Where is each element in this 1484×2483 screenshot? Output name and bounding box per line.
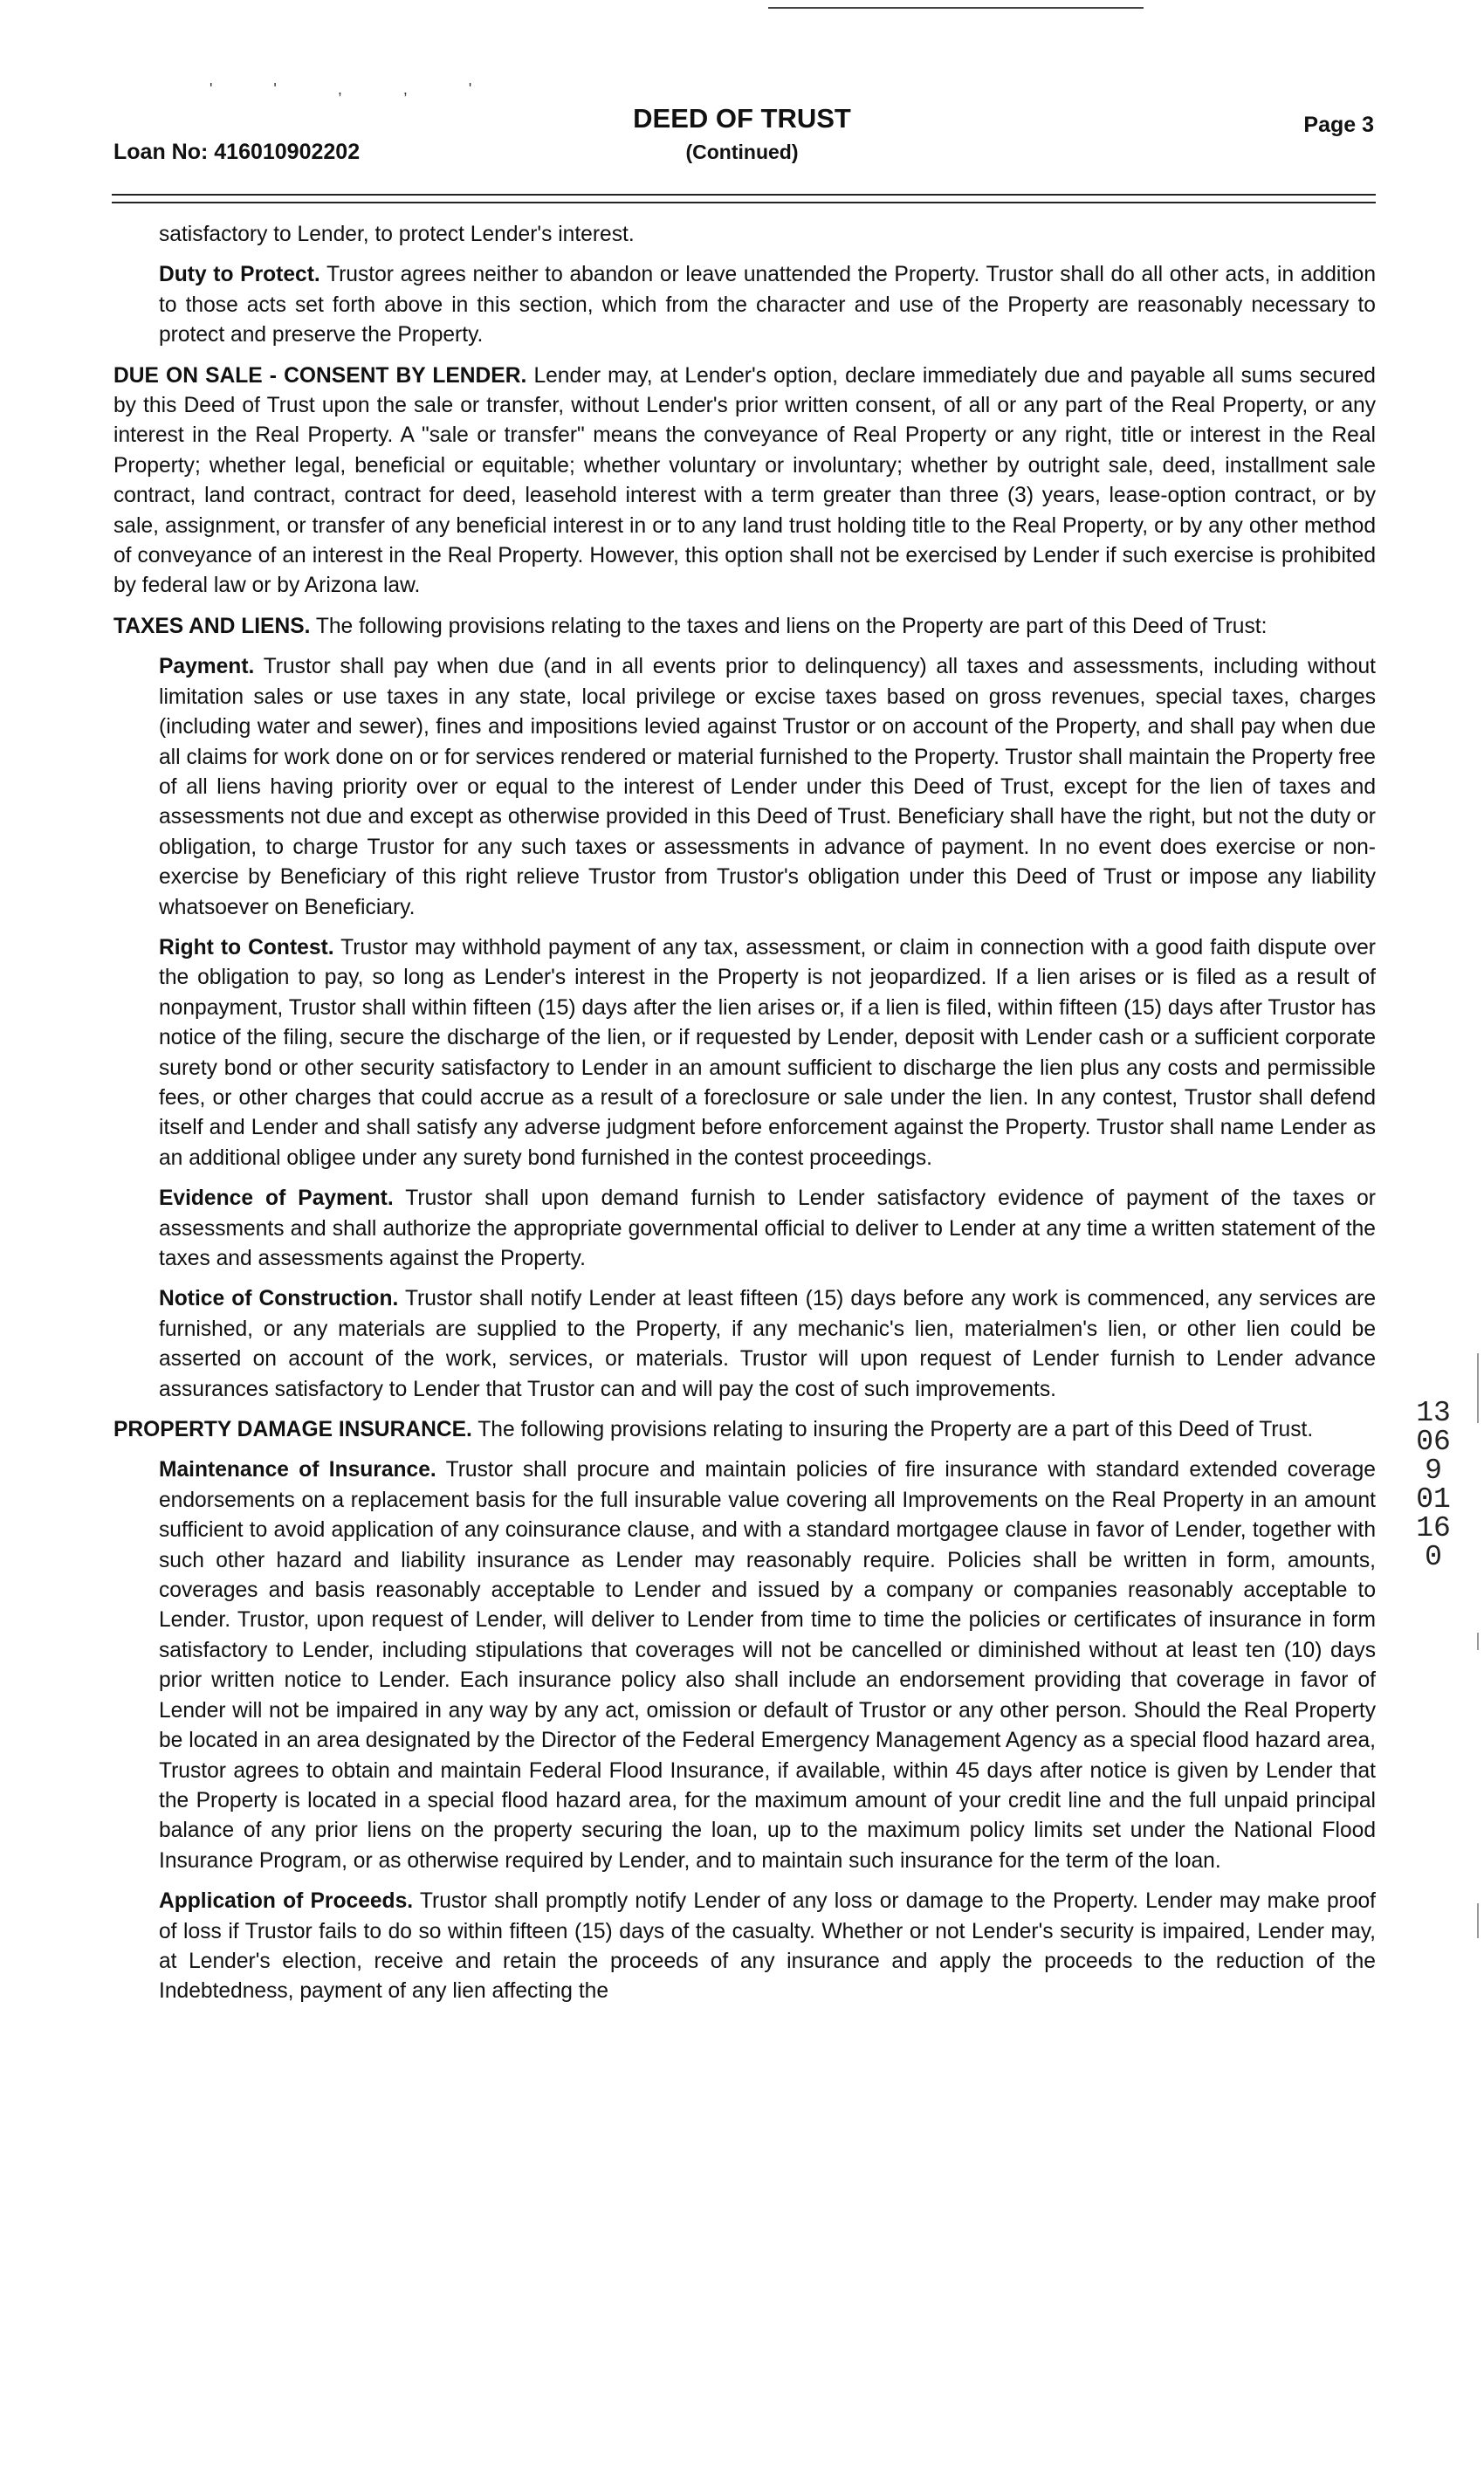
paragraph-notice-of-construction: Notice of Construction. Trustor shall notify Lender at least fifteen (15) days before any work is commenced, any services are furnished, or any materials are supplied to the Property, if any mechanic's lien, materialmen's lien, or other lien could be asserted on account of the work, services, or materials. Trustor will upon request of Lender furnish to Lender advance assurances satisfactory to Lender that Trustor can and will pay the cost of such improvements. — [159, 1287, 1377, 1401]
document-title: DEED OF TRUST — [633, 103, 851, 134]
loan-number: Loan No: 416010902202 — [113, 140, 361, 164]
paragraph-duty-to-protect: Duty to Protect. Trustor agrees neither to abandon or leave unattended the Property. Trustor shall do all other acts, in addition to those acts set forth above in this section, which from the character and use of the Property are reasonably necessary to protect and preserve the Property. — [159, 263, 1376, 347]
section-heading: TAXES AND LIENS. — [113, 614, 311, 638]
scan-edge-mark — [1477, 1633, 1479, 1650]
paragraph-maintenance-of-insurance: Maintenance of Insurance. Trustor shall procure and maintain policies of fire insurance with standard extended coverage endorsements on a replacement basis for the full insurable value covering all Improvements on the Real Property in an amount sufficient to avoid application of any coinsurance clause, and with a standard mortgagee clause in favor of Lender, together with such other hazard and liability insurance as Lender may reasonably require. Policies shall be written in form, amounts, coverages and basis reasonably acceptable to Lender and issued by a company or companies reasonably acceptable to Lender. Trustor, upon request of Lender, will deliver to Lender from time to time the policies or certificates of insurance in form satisfactory to Lender, including stipulations that coverages will not be cancelled or diminished without at least ten (10) days prior written notice to Lender. Each insurance policy also shall include an endorsement providing that coverage in favor of Lender will not be impaired in any way by any act, omission or default of Trustor or any other person. Should the Real Property be located in an area designated by the Director of the Federal Emergency Management Agency as a special flood hazard area, Trustor agrees to obtain and maintain Federal Flood Insurance, if available, within 45 days after notice is given by Lender that the Property is located in a special flood hazard area, for the maximum amount of your credit line and the full unpaid principal balance of any prior liens on the property securing the loan, up to the maximum policy limits set under the National Flood Insurance Program, or as otherwise required by Lender, and to maintain such insurance for the term of the loan. — [159, 1458, 1376, 1873]
document-body — [113, 220, 1376, 2018]
paragraph-heading: Maintenance of Insurance. — [159, 1458, 436, 1482]
section-heading: PROPERTY DAMAGE INSURANCE. — [113, 1418, 472, 1442]
document-subtitle: (Continued) — [685, 141, 799, 163]
header-divider-top — [112, 194, 1376, 196]
recording-stamp-number: 13069 01160 — [1416, 1397, 1451, 1573]
paragraph-heading: Payment. — [159, 655, 255, 679]
section-heading: DUE ON SALE - CONSENT BY LENDER. — [113, 363, 527, 388]
paragraph-heading: Duty to Protect. — [159, 263, 320, 287]
page-number: Page 3 — [1303, 113, 1374, 137]
paragraph-right-to-contest: Right to Contest. Trustor may withhold payment of any tax, assessment, or claim in connection with a good faith dispute over the obligation to pay, so long as Lender's interest in the Property is not jeopardized. If a lien arises or is filed as a result of nonpayment, Trustor shall within fifteen (15) days after the lien arises or, if a lien is filed, within fifteen (15) days after Trustor has notice of the filing, secure the discharge of the lien, or if requested by Lender, deposit with Lender cash or a sufficient corporate surety bond or other security satisfactory to Lender in an amount sufficient to discharge the lien plus any costs and permissible fees, or other charges that could accrue as a result of a foreclosure or sale under the lien. In any contest, Trustor shall defend itself and Lender and shall satisfy any adverse judgment before enforcement against the Property. Trustor shall name Lender as an additional obligee under any surety bond furnished in the contest proceedings. — [159, 935, 1376, 1170]
paragraph-heading: Notice of Construction. — [159, 1287, 399, 1311]
section-taxes-and-liens: TAXES AND LIENS. The following provisions relating to the taxes and liens on the Property are part of this Deed of Trust: — [113, 614, 1268, 638]
section-due-on-sale: DUE ON SALE - CONSENT BY LENDER. Lender may, at Lender's option, declare immediately due and payable all sums secured by this Deed of Trust upon the sale or transfer, without Lender's prior written consent, of all or any part of the Real Property, or any interest in the Real Property. A "sale or transfer" means the conveyance of Real Property or any right, title or interest in the Real Property; whether legal, beneficial or equitable; whether voluntary or involuntary; whether by outright sale, deed, installment sale contract, land contract, contract for deed, leasehold interest with a term greater than three (3) years, lease-option contract, or by sale, assignment, or transfer of any beneficial interest in or to any land trust holding title to the Real Property, or by any other method of conveyance of an interest in the Real Property. However, this option shall not be exercised by Lender if such exercise is prohibited by federal law or by Arizona law. — [113, 363, 1376, 598]
scan-edge-rule — [768, 7, 1144, 9]
paragraph-payment: Payment. Trustor shall pay when due (and in all events prior to delinquency) all taxes and assessments, including without limitation sales or use taxes in any state, local privilege or excise taxes based on gross revenues, special taxes, charges (including water and sewer), fines and impositions levied against Trustor or on account of the Property, and shall pay when due all claims for work done on or for services rendered or material furnished to the Property. Trustor shall maintain the Property free of all liens having priority over or equal to the interest of Lender under this Deed of Trust, except for the lien of taxes and assessments not due and except as otherwise provided in this Deed of Trust. Beneficiary shall have the right, but not the duty or obligation, to charge Trustor for any such taxes or assessments in advance of payment. In no event does exercise or non-exercise by Beneficiary of this right relieve Trustor from Trustor's obligation under this Deed of Trust or impose any liability whatsoever on Beneficiary. — [159, 655, 1377, 919]
paragraph-heading: Application of Proceeds. — [159, 1889, 414, 1914]
header-divider-bottom — [112, 202, 1376, 203]
paragraph-evidence-of-payment: Evidence of Payment. Trustor shall upon demand furnish to Lender satisfactory evidence of payment of the taxes or assessments and shall authorize the appropriate governmental official to deliver to Lender at any time a written statement of the taxes and assessments against the Property. — [159, 1186, 1376, 1270]
paragraph-heading: Evidence of Payment. — [159, 1186, 394, 1211]
scan-edge-mark — [1477, 1353, 1479, 1423]
paragraph-application-of-proceeds: Application of Proceeds. Trustor shall promptly notify Lender of any loss or damage to the Property. Lender may make proof of loss if Trustor fails to do so within fifteen (15) days of the casualty. Whether or not Lender's security is impaired, Lender may, at Lender's election, receive and retain the proceeds of any insurance and apply the proceeds to the reduction of the Indebtedness, payment of any lien affecting the — [159, 1889, 1377, 2004]
paragraph: satisfactory to Lender, to protect Lender's interest. — [159, 223, 635, 246]
scan-marks: '',,' — [210, 80, 533, 98]
scan-edge-mark — [1477, 1903, 1479, 1938]
paragraph-heading: Right to Contest. — [159, 935, 334, 959]
section-property-damage-insurance: PROPERTY DAMAGE INSURANCE. The following provisions relating to insuring the Property are a part of this Deed of Trust. — [113, 1418, 1314, 1442]
